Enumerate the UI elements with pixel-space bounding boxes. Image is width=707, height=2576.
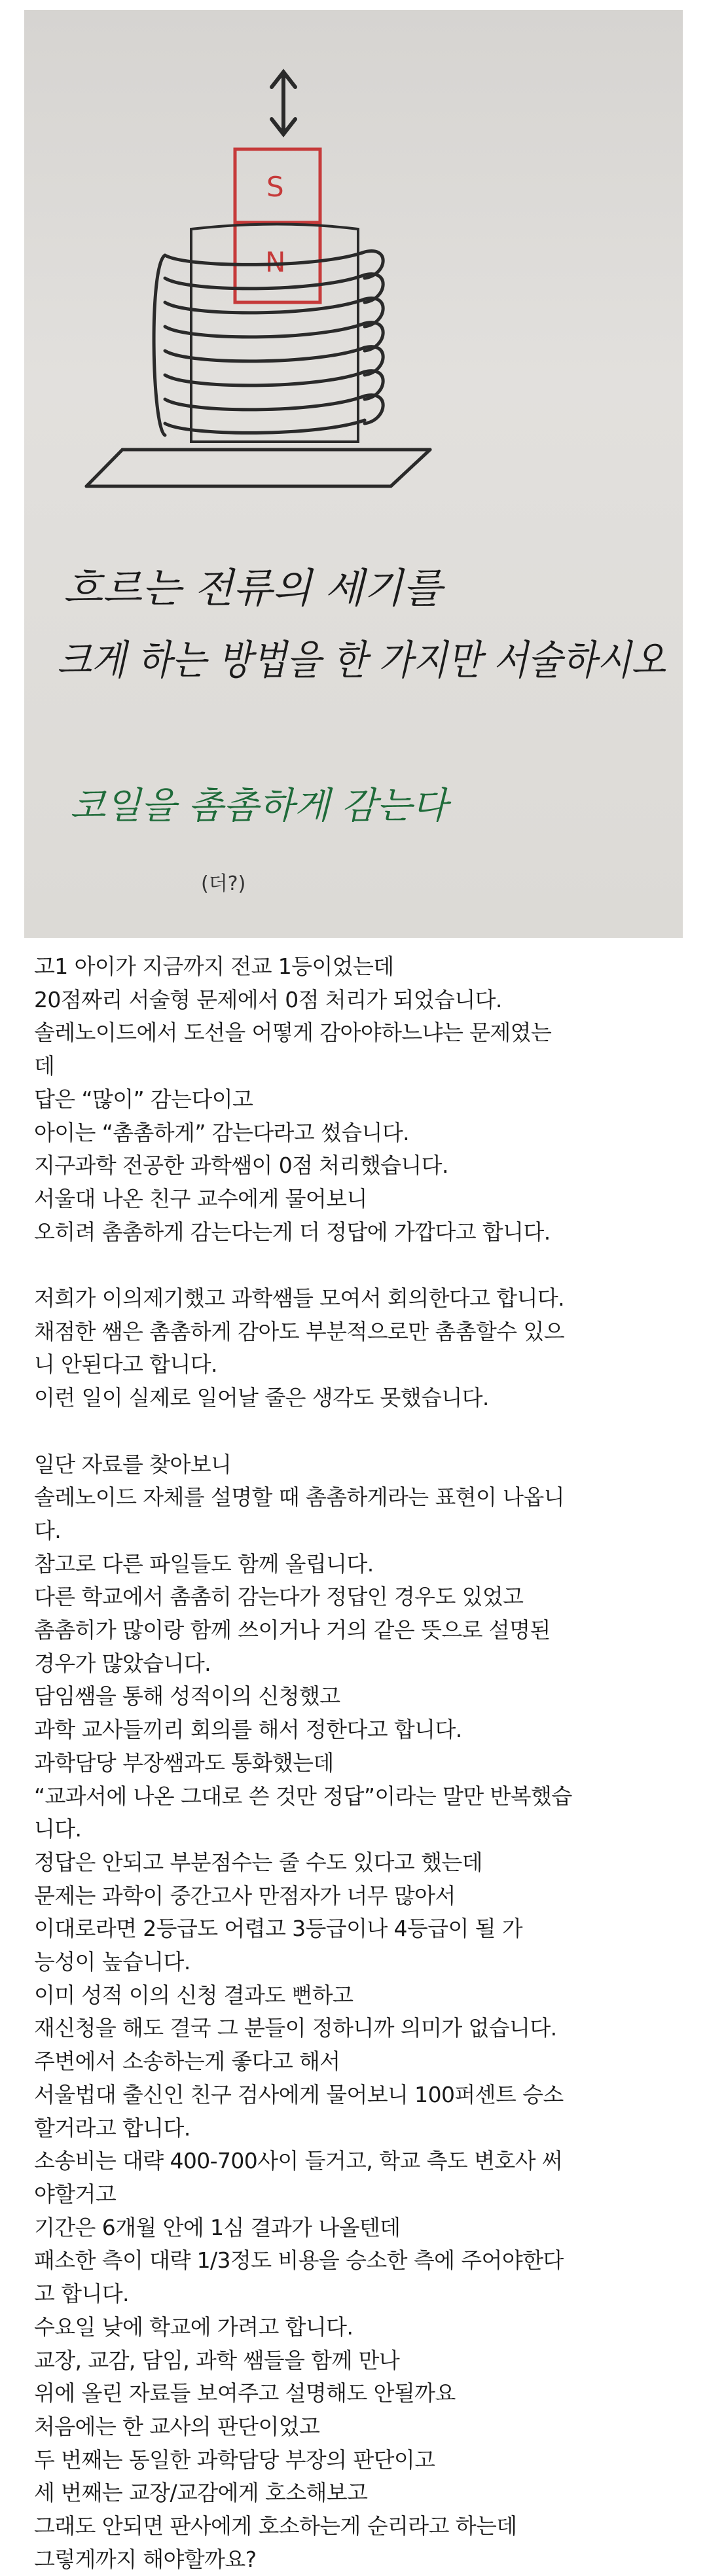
post-text-line: 소송비는 대략 400-700사이 들거고, 학교 측도 변호사 써 [34, 2148, 563, 2174]
post-text-line: 솔레노이드 자체를 설명할 때 촘촘하게라는 표현이 나옵니 [34, 1484, 565, 1511]
post-text-line: 솔레노이드에서 도선을 어떻게 감아야하느냐는 문제였는 [34, 1020, 552, 1046]
post-text-line: 참고로 다른 파일들도 함께 올립니다. [34, 1550, 374, 1577]
post-text-line: 재신청을 해도 결국 그 분들이 정하니까 의미가 없습니다. [34, 2015, 557, 2041]
post-text-line: 고 합니다. [34, 2281, 129, 2307]
post-text-line: 교장, 교감, 담임, 과학 쌤들을 함께 만나 [34, 2347, 400, 2373]
post-text-line: 일단 자료를 찾아보니 [34, 1451, 232, 1477]
base-stand [86, 450, 430, 486]
post-text-line: 처음에는 한 교사의 판단이었고 [34, 2413, 320, 2439]
question-line-2: 크게 하는 방법을 한 가지만 서술하시오 [57, 636, 666, 684]
up-down-arrow-icon [272, 72, 295, 134]
post-text-line: 답은 “많이” 감는다이고 [34, 1086, 253, 1112]
post-text-line: 다. [34, 1517, 62, 1543]
post-text-line: 야할거고 [34, 2181, 117, 2207]
post-text-line: 서울대 나온 친구 교수에게 물어보니 [34, 1185, 367, 1211]
post-text-line: 정답은 안되고 부분점수는 줄 수도 있다고 했는데 [34, 1849, 482, 1875]
post-text-line: 경우가 많았습니다. [34, 1650, 211, 1676]
post-text-line: 그렇게까지 해야할까요? [34, 2546, 257, 2572]
post-text-line: 이대로라면 2등급도 어렵고 3등급이나 4등급이 될 가 [34, 1916, 523, 1942]
handwritten-exam-photo [24, 10, 683, 938]
post-text-line: 주변에서 소송하는게 좋다고 해서 [34, 2048, 340, 2075]
post-text-line: 이미 성적 이의 신청 결과도 뻔하고 [34, 1982, 354, 2008]
post-text-line: 세 번째는 교장/교감에게 호소해보고 [34, 2480, 368, 2506]
student-answer: 코일을 촘촘하게 감는다 [70, 785, 448, 827]
post-text-line: 니 안된다고 합니다. [34, 1351, 217, 1378]
post-text-line: 채점한 쌤은 촘촘하게 감아도 부분적으로만 촘촘할수 있으 [34, 1318, 565, 1344]
coil-windings [154, 251, 383, 435]
post-text-line: 패소한 측이 대략 1/3정도 비용을 승소한 측에 주어야한다 [34, 2247, 564, 2274]
post-text-line: 촘촘히가 많이랑 함께 쓰이거나 거의 같은 뜻으로 설명된 [34, 1617, 551, 1643]
solenoid-drawing [24, 10, 683, 938]
post-text-line: 담임쌤을 통해 성적이의 신청했고 [34, 1683, 340, 1709]
post-text-line: 20점짜리 서술형 문제에서 0점 처리가 되었습니다. [34, 986, 502, 1012]
paragraph-break [34, 1249, 689, 1282]
magnet-south-label: S [266, 171, 284, 203]
post-text-line: 문제는 과학이 중간고사 만점자가 너무 많아서 [34, 1882, 456, 1908]
post-text-line: 할거라고 합니다. [34, 2115, 190, 2141]
magnet-north-label: N [265, 246, 286, 278]
post-text-line: 고1 아이가 지금까지 전교 1등이었는데 [34, 954, 394, 979]
paragraph-break [34, 1415, 689, 1448]
post-text-line: 니다. [34, 1816, 82, 1842]
post-text-line: 위에 올린 자료들 보여주고 설명해도 안될까요 [34, 2380, 456, 2406]
post-text-line: 과학 교사들끼리 회의를 해서 정한다고 합니다. [34, 1717, 462, 1743]
post-text-line: 저희가 이의제기했고 과학쌤들 모여서 회의한다고 합니다. [34, 1285, 565, 1312]
post-text-line: 지구과학 전공한 과학쌤이 0점 처리했습니다. [34, 1153, 448, 1179]
post-text-line: 다른 학교에서 촘촘히 감는다가 정답인 경우도 있었고 [34, 1584, 524, 1610]
post-text-line: 기간은 6개월 안에 1심 결과가 나올텐데 [34, 2214, 401, 2240]
post-text-line: 아이는 “촘촘하게” 감는다라고 썼습니다. [34, 1119, 409, 1145]
post-text-line: “교과서에 나온 그대로 쓴 것만 정답”이라는 말만 반복했습 [34, 1783, 572, 1809]
post-text-line: 이런 일이 실제로 일어날 줄은 생각도 못했습니다. [34, 1385, 489, 1411]
post-text-line: 과학담당 부장쌤과도 통화했는데 [34, 1749, 334, 1776]
post-text-line: 오히려 촘촘하게 감는다는게 더 정답에 가깝다고 합니다. [34, 1219, 551, 1245]
post-text-line: 능성이 높습니다. [34, 1949, 190, 1975]
post-text-line: 두 번째는 동일한 과학담당 부장의 판단이고 [34, 2446, 435, 2473]
post-text-line: 서울법대 출신인 친구 검사에게 물어보니 100퍼센트 승소 [34, 2081, 564, 2107]
post-text-line: 그래도 안되면 판사에게 호소하는게 순리라고 하는데 [34, 2513, 517, 2539]
post-text-line: 데 [34, 1053, 55, 1079]
post-body [34, 950, 689, 2576]
question-line-1: 흐르는 전류의 세기를 [63, 564, 443, 612]
grader-mark: (더?) [201, 872, 246, 895]
post-text-line: 수요일 낮에 학교에 가려고 합니다. [34, 2314, 354, 2340]
